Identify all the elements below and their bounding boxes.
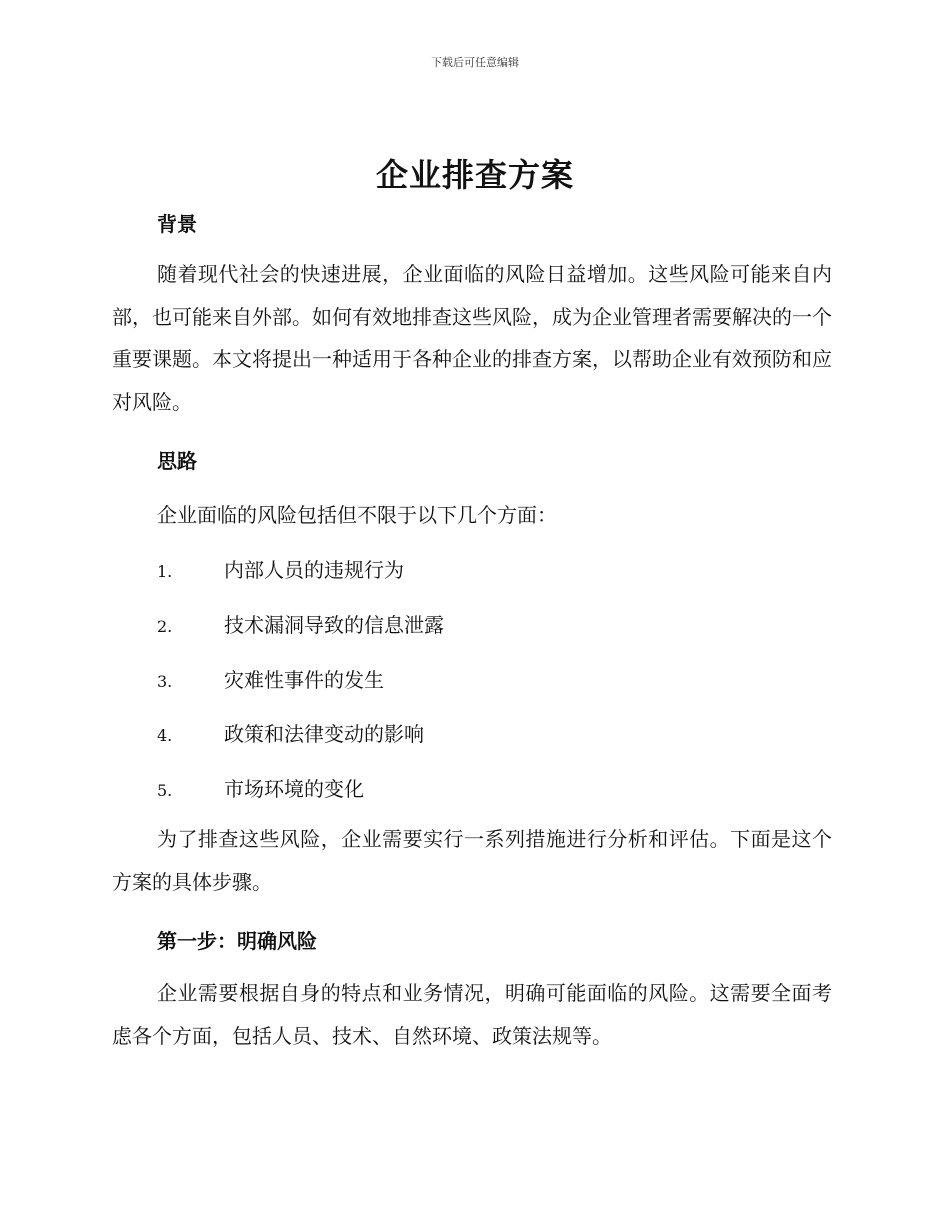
list-item-number: 4. [157, 726, 173, 745]
list-item [157, 554, 404, 583]
list-item-text: 内部人员的违规行为 [224, 558, 404, 582]
step1-paragraph: 企业需要根据自身的特点和业务情况，明确可能面临的风险。这需要全面考虑各个方面，包括人员、技术、自然环境、政策法规等。 [112, 981, 832, 1048]
section-heading-step1: 第一步：明确风险 [157, 929, 317, 953]
list-item [157, 609, 444, 638]
list-item [157, 664, 384, 693]
section-heading-background: 背景 [157, 212, 197, 236]
list-item [157, 718, 424, 747]
page-header-note: 下载后可任意编辑 [431, 56, 519, 69]
document-title: 企业排查方案 [375, 156, 574, 194]
list-item-text: 市场环境的变化 [224, 777, 364, 801]
list-item-number: 5. [157, 781, 173, 800]
list-item-number: 3. [157, 672, 173, 691]
list-item-number: 2. [157, 617, 173, 636]
approach-conclusion: 为了排查这些风险，企业需要实行一系列措施进行分析和评估。下面是这个方案的具体步骤。 [112, 827, 832, 894]
list-item-text: 技术漏洞导致的信息泄露 [224, 613, 444, 637]
list-item-text: 灾难性事件的发生 [224, 668, 384, 692]
list-item-text: 政策和法律变动的影响 [224, 722, 424, 746]
background-paragraph: 随着现代社会的快速进展，企业面临的风险日益增加。这些风险可能来自内部，也可能来自外部。如何有效地排查这些风险，成为企业管理者需要解决的一个重要课题。本文将提出一种适用于各种企业的排查方案，以帮助企业有效预防和应对风险。 [112, 262, 832, 414]
list-item [157, 773, 364, 802]
approach-intro: 企业面临的风险包括但不限于以下几个方面： [157, 503, 557, 527]
list-item-number: 1. [157, 562, 173, 581]
section-heading-approach: 思路 [157, 449, 197, 473]
